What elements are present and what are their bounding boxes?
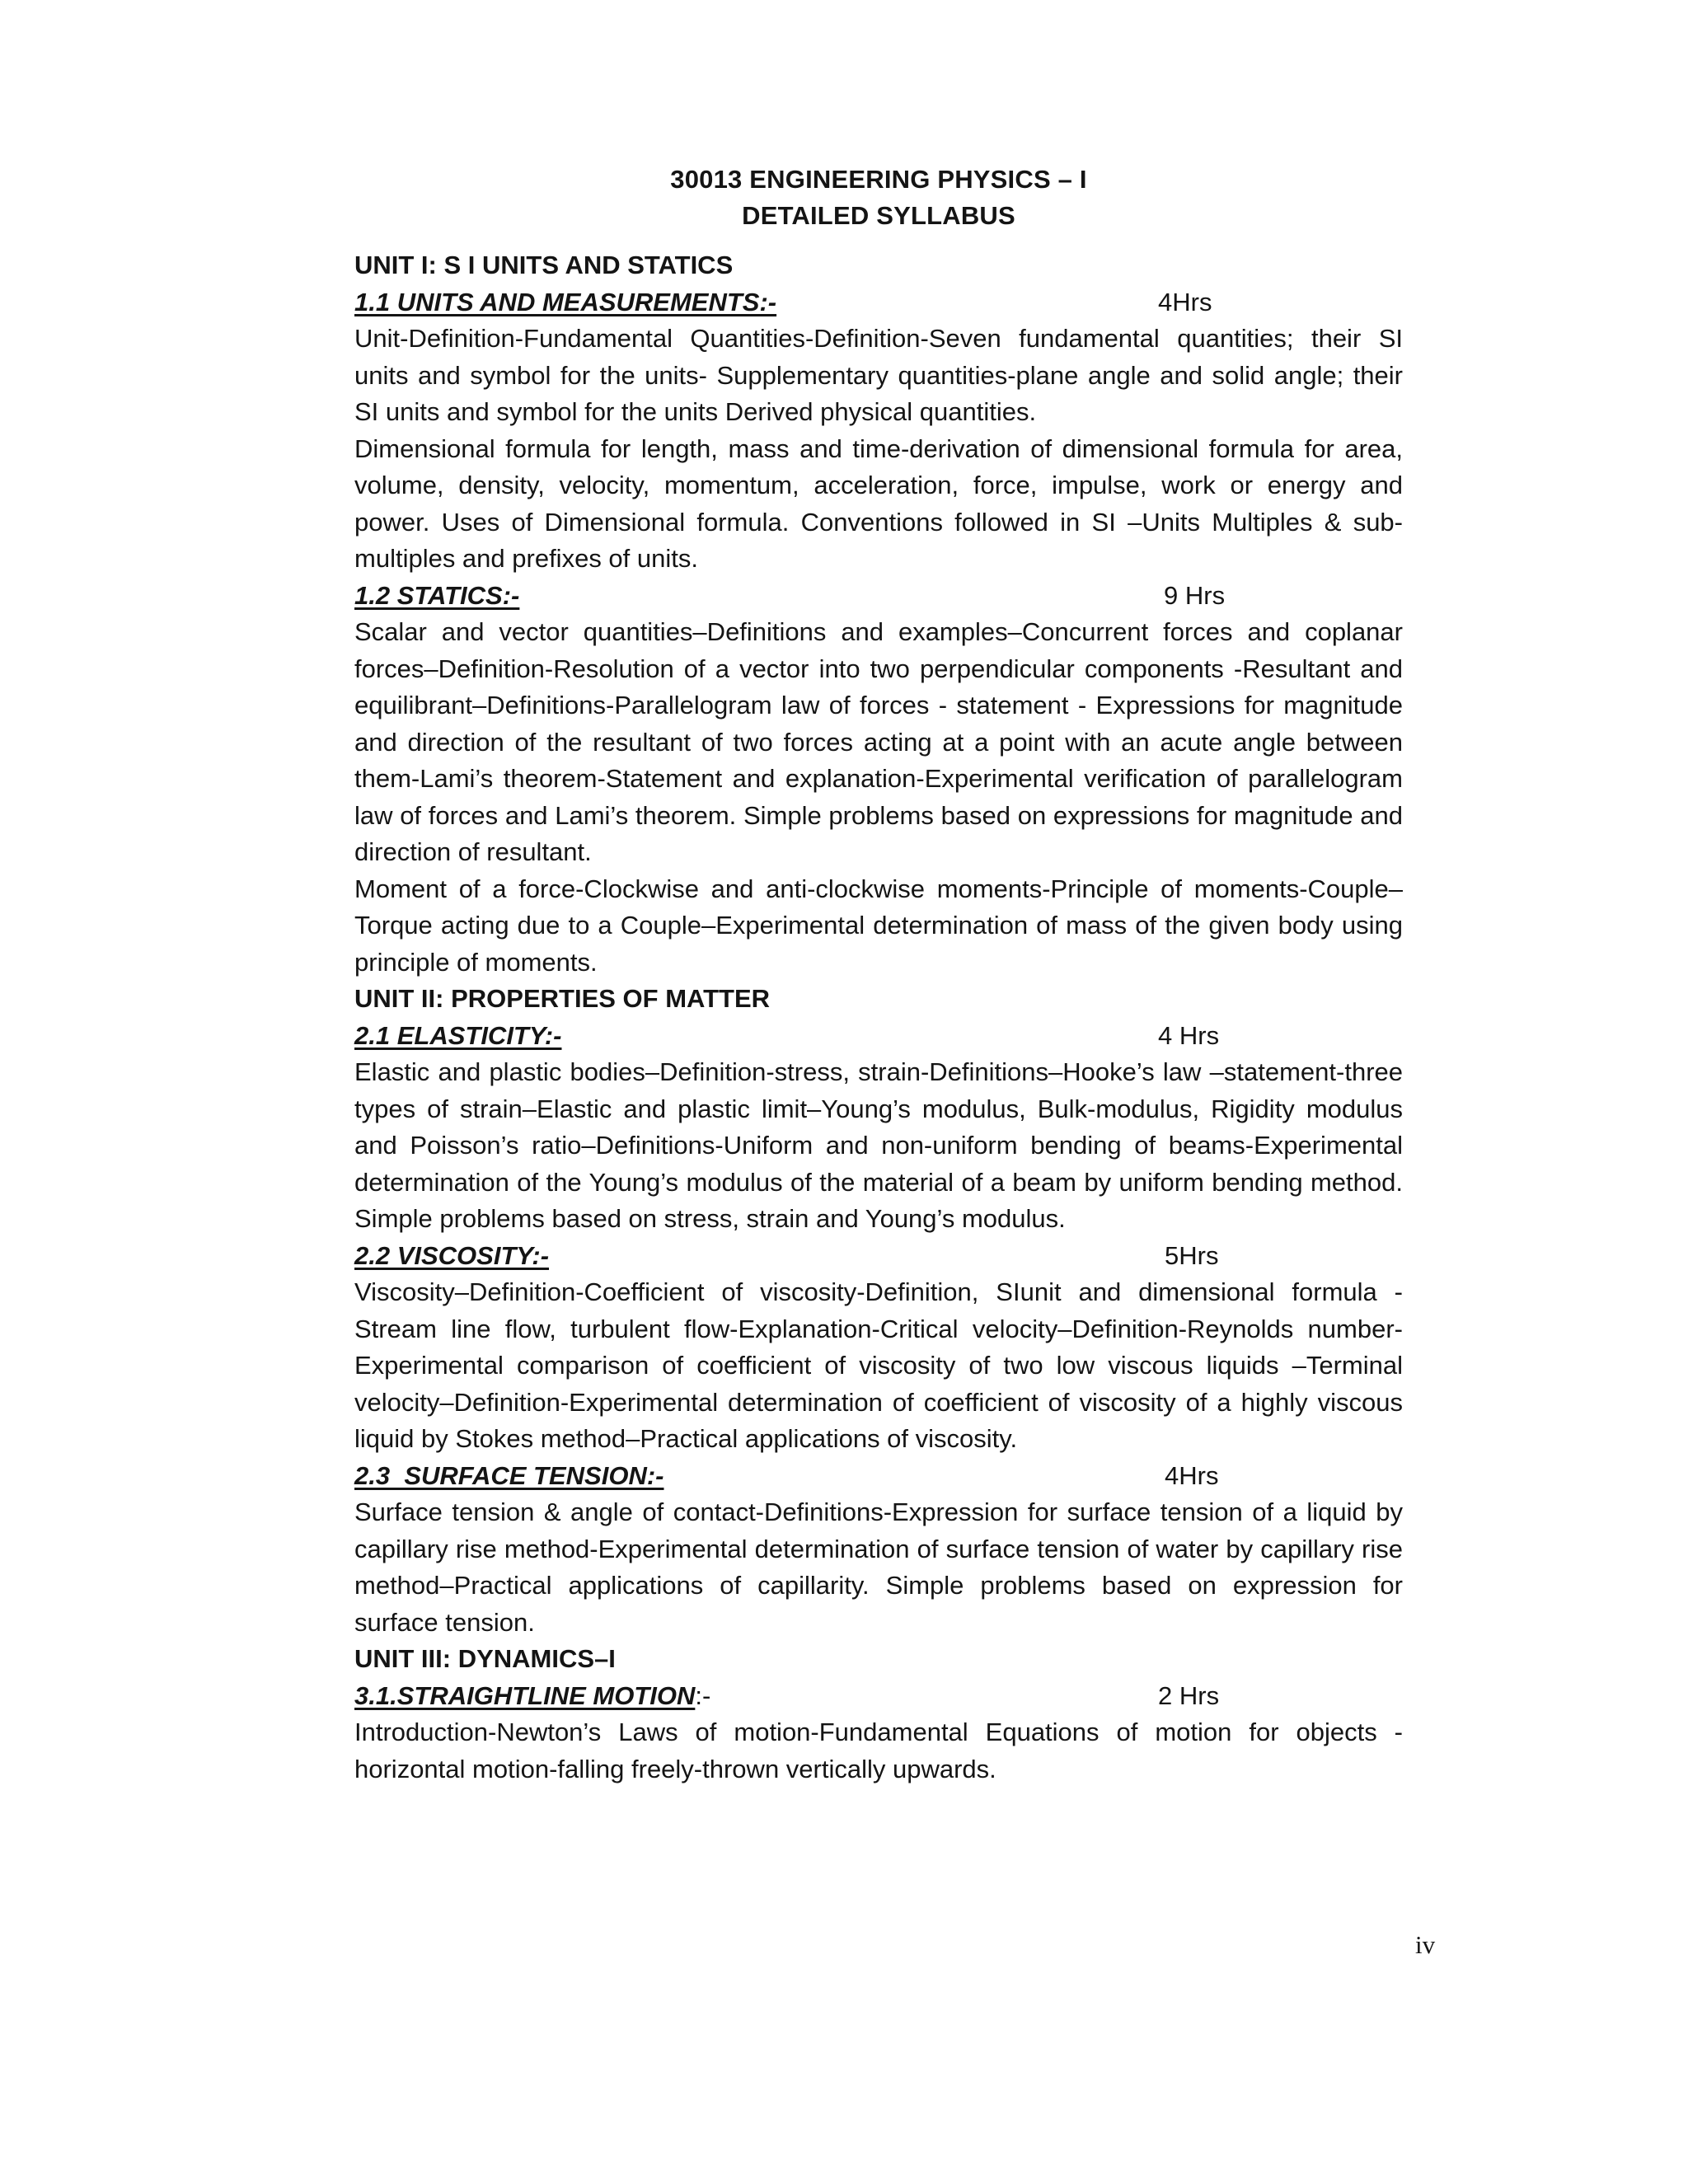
unit-2-heading: UNIT II: PROPERTIES OF MATTER: [354, 984, 771, 1013]
section-2-3-paragraph-1: Surface tension & angle of contact-Definitions-Expression for surface tension of a liquid by capillary rise method-Experimental determination of surface tension of water by capillary rise method–Practical applications of capillarity. Simple problems based on expression for surface tension.: [354, 1497, 1403, 1637]
section-3-1-hours: 2 Hrs: [1158, 1680, 1220, 1710]
section-3-1-title: 3.1.STRAIGHTLINE MOTION: [354, 1680, 696, 1710]
section-2-2-title: 2.2 VISCOSITY:-: [354, 1240, 550, 1270]
section-2-2-header: [354, 1238, 1403, 1275]
section-2-1-header: [354, 1018, 1403, 1055]
document-title-line-1: 30013 ENGINEERING PHYSICS – I: [670, 165, 1087, 194]
section-3-1-paragraph-1: Introduction-Newton’s Laws of motion-Fundamental Equations of motion for objects -horizontal motion-falling freely-thrown vertically upwards.: [354, 1718, 1403, 1783]
section-1-2-hours: 9 Hrs: [1164, 580, 1226, 610]
syllabus-page: [354, 162, 1403, 1788]
section-1-1-header: [354, 284, 1403, 321]
section-1-2-paragraph-2: Moment of a force-Clockwise and anti-clockwise moments-Principle of moments-Couple–Torque acting due to a Couple–Experimental determination of mass of the given body using principle of moments.: [354, 874, 1403, 977]
section-1-1-title: 1.1 UNITS AND MEASUREMENTS:-: [354, 287, 777, 316]
section-1-2-header: [354, 578, 1403, 615]
section-3-1-header: [354, 1678, 1403, 1715]
section-1-2-paragraph-1: Scalar and vector quantities–Definitions and examples–Concurrent forces and coplanar forces–Definition-Resolution of a vector into two perpendicular components -Resultant and equilibrant–Definitions-Parallelogram law of forces - statement - Expressions for magnitude and direction of the resultant of two forces acting at a point with an acute angle between them-Lami’s theorem-Statement and explanation-Experimental verification of parallelogram law of forces and Lami’s theorem. Simple problems based on expressions for magnitude and direction of resultant.: [354, 617, 1403, 866]
section-1-2-title: 1.2 STATICS:-: [354, 580, 520, 610]
section-2-1-paragraph-1: Elastic and plastic bodies–Definition-stress, strain-Definitions–Hooke’s law –statement-three types of strain–Elastic and plastic limit–Young’s modulus, Bulk-modulus, Rigidity modulus and Poisson’s ratio–Definitions-Uniform and non-uniform bending of beams-Experimental determination of the Young’s modulus of the material of a beam by uniform bending method. Simple problems based on stress, strain and Young’s modulus.: [354, 1057, 1403, 1233]
section-3-1-title-suffix: :-: [695, 1680, 711, 1710]
section-1-1-paragraph-1: Unit-Definition-Fundamental Quantities-Definition-Seven fundamental quantities; their SI units and symbol for the units- Supplementary quantities-plane angle and solid angle; their SI units and symbol for the units Derived physical quantities.: [354, 324, 1403, 426]
section-2-2-paragraph-1: Viscosity–Definition-Coefficient of viscosity-Definition, SIunit and dimensional formula -Stream line flow, turbulent flow-Explanation-Critical velocity–Definition-Reynolds number-Experimental comparison of coefficient of viscosity of two low viscous liquids –Terminal velocity–Definition-Experimental determination of coefficient of viscosity of a highly viscous liquid by Stokes method–Practical applications of viscosity.: [354, 1277, 1403, 1453]
document-title-line-2: DETAILED SYLLABUS: [742, 201, 1015, 230]
section-2-3-hours: 4Hrs: [1165, 1460, 1219, 1490]
unit-3-heading: UNIT III: DYNAMICS–I: [354, 1644, 616, 1673]
section-2-3-title: 2.3 SURFACE TENSION:-: [354, 1460, 664, 1490]
section-1-1-paragraph-2: Dimensional formula for length, mass and time-derivation of dimensional formula for area, volume, density, velocity, momentum, acceleration, force, impulse, work or energy and power. Uses of Dimensional formula. Conventions followed in SI –Units Multiples & sub-multiples and prefixes of units.: [354, 434, 1403, 573]
section-2-2-hours: 5Hrs: [1165, 1240, 1219, 1270]
section-2-3-header: [354, 1458, 1403, 1495]
section-1-1-hours: 4Hrs: [1158, 287, 1212, 316]
section-2-1-title: 2.1 ELASTICITY:-: [354, 1020, 562, 1050]
page-number: iv: [1415, 1930, 1436, 1959]
unit-1-heading: UNIT I: S I UNITS AND STATICS: [354, 251, 734, 279]
section-2-1-hours: 4 Hrs: [1158, 1020, 1220, 1050]
